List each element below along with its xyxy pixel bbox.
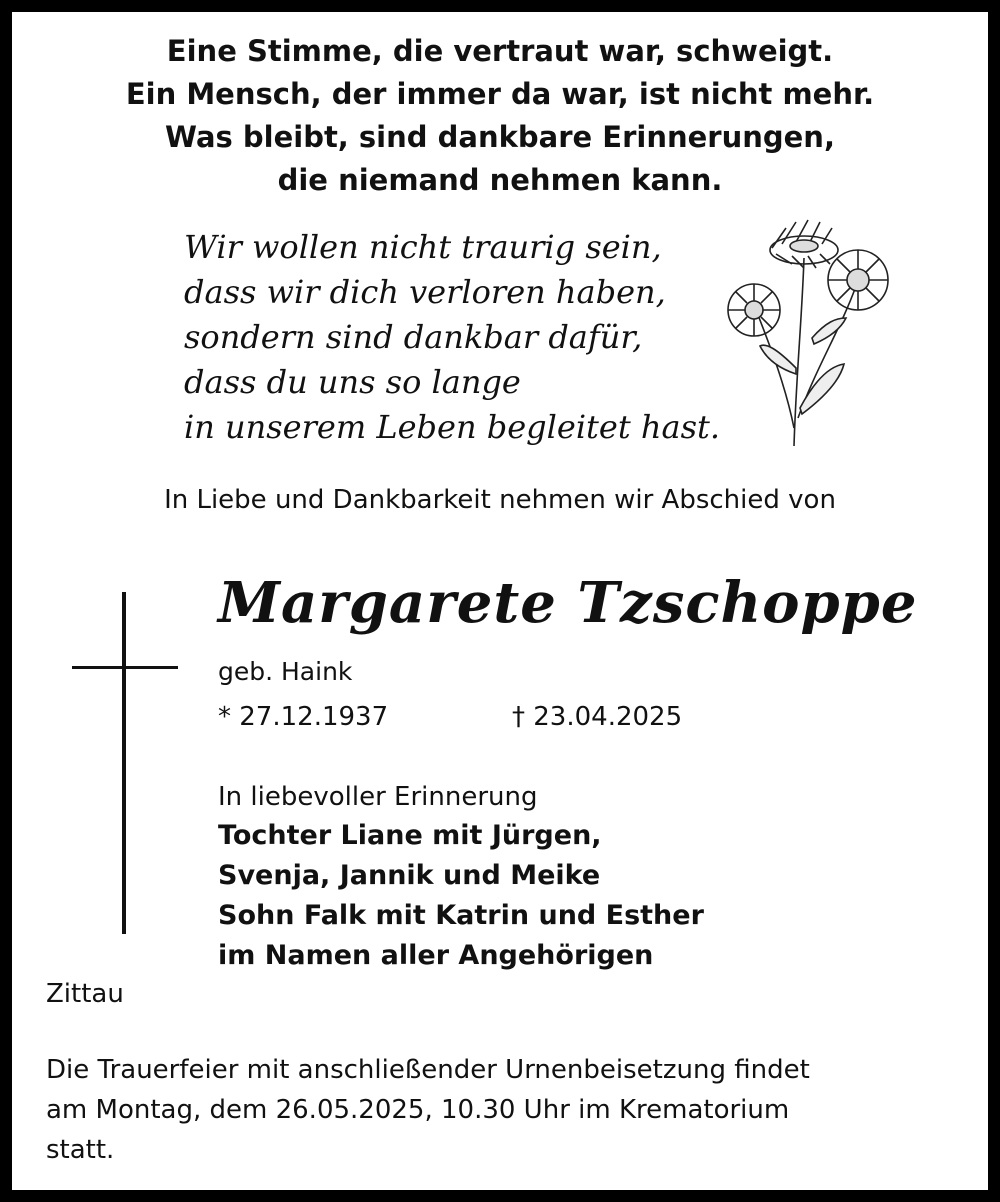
daisy-flowers-icon <box>716 218 902 448</box>
birth-name: geb. Haink <box>218 657 353 686</box>
poem-top-line: Eine Stimme, die vertraut war, schweigt. <box>166 34 834 68</box>
mourners-list <box>218 816 704 976</box>
poem-script <box>184 225 720 450</box>
mourner-line: Sohn Falk mit Katrin und Esther <box>218 900 704 931</box>
birth-date: * 27.12.1937 <box>218 702 389 732</box>
poem-top <box>0 30 1000 202</box>
poem-script-line: dass du uns so lange <box>184 363 521 401</box>
memory-line: In liebevoller Erinnerung <box>218 782 538 812</box>
place: Zittau <box>46 979 124 1009</box>
service-notice <box>46 1050 956 1170</box>
poem-top-line: Was bleibt, sind dankbare Erinnerungen, <box>165 120 835 154</box>
life-dates <box>218 700 683 734</box>
service-line: am Montag, dem 26.05.2025, 10.30 Uhr im Krematorium <box>46 1095 790 1125</box>
poem-script-line: sondern sind dankbar dafür, <box>184 318 643 356</box>
intro-line: In Liebe und Dankbarkeit nehmen wir Abschied von <box>164 485 836 515</box>
service-line: statt. <box>46 1135 115 1165</box>
deceased-name: Margarete Tzschoppe <box>218 570 918 636</box>
poem-top-line: Ein Mensch, der immer da war, ist nicht mehr. <box>125 77 875 111</box>
mourner-line: Svenja, Jannik und Meike <box>218 860 601 891</box>
poem-script-line: Wir wollen nicht traurig sein, <box>184 228 662 266</box>
mourner-line: Tochter Liane mit Jürgen, <box>218 820 602 851</box>
poem-top-line: die niemand nehmen kann. <box>277 163 723 197</box>
death-date: † 23.04.2025 <box>512 702 683 732</box>
cross-icon <box>72 592 178 934</box>
service-line: Die Trauerfeier mit anschließender Urnenbeisetzung findet <box>46 1055 810 1085</box>
poem-script-line: dass wir dich verloren haben, <box>184 273 666 311</box>
mourner-line: im Namen aller Angehörigen <box>218 940 654 971</box>
poem-script-line: in unserem Leben begleitet hast. <box>184 408 721 446</box>
